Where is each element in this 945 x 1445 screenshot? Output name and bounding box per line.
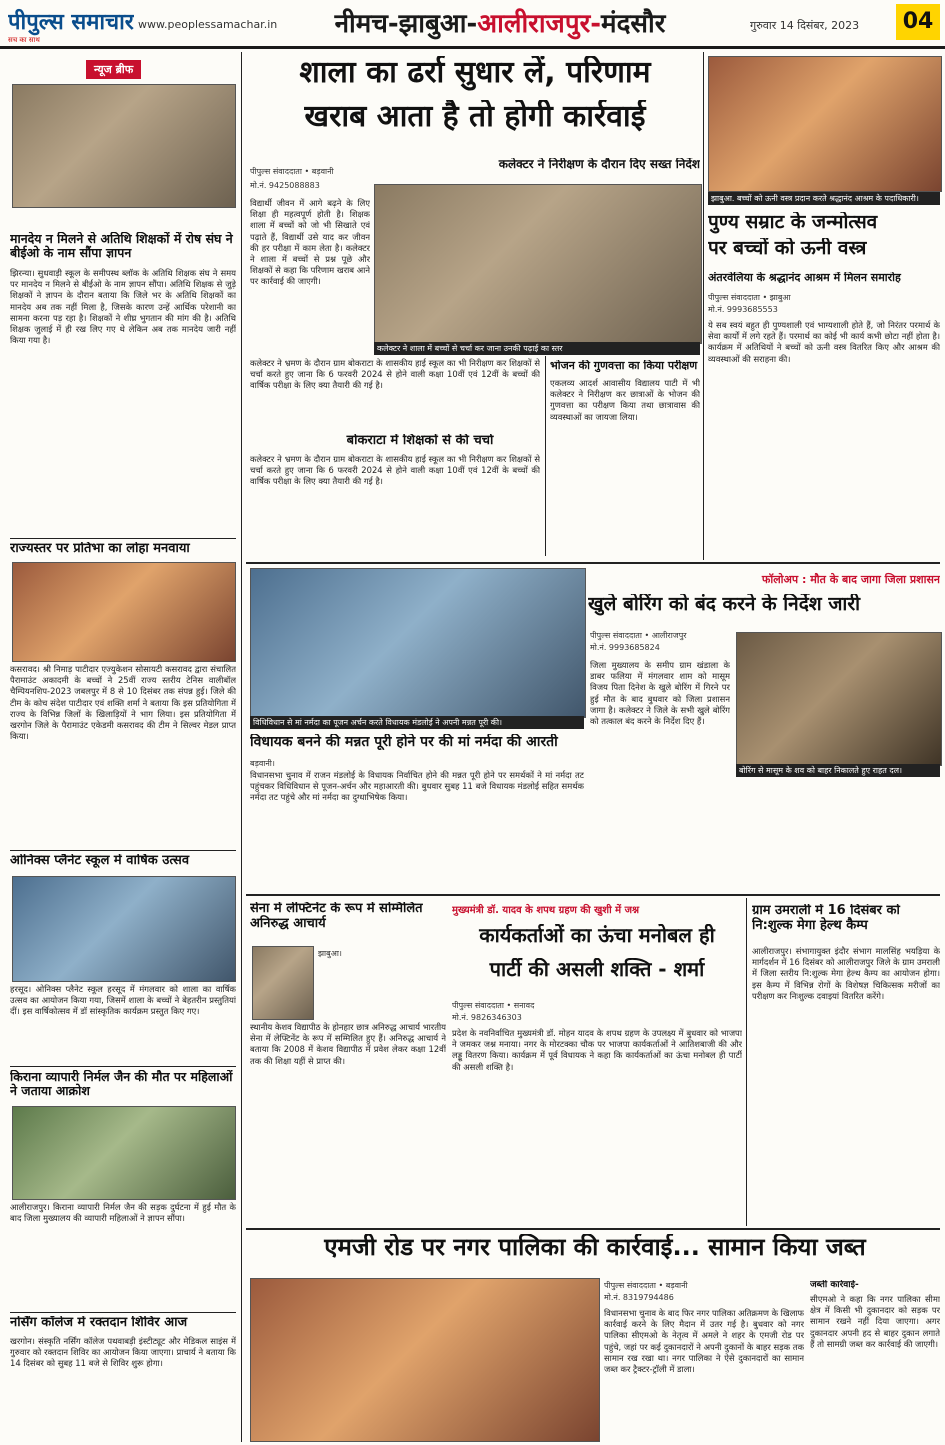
aarti-byline: बड़वानी।	[250, 759, 275, 768]
edition-date: गुरुवार 14 दिसंबर, 2023	[750, 19, 860, 32]
column-divider	[703, 52, 704, 560]
section-divider	[246, 1228, 940, 1230]
column-divider	[746, 898, 747, 1226]
aarti-headline: विधायक बनने की मन्नत पूरी होने पर की मां नर्मदा की आरती	[250, 734, 558, 750]
lead-body-col1: विद्यार्थी जीवन में आगे बढ़ने के लिए शिक्षा ही महत्वपूर्ण होती है। शिक्षक शाला में बच्चों को जो भी सिखाते एवं पढ़ाते हैं, विद्यार्थी उसे याद कर जीवन की हर परीक्षा में काम लेता है। कलेक्टर ने शाला में बच्चों से प्रश्न पूछे और शिक्षकों से कहा कि परिणाम खराब आने पर कार्रवाई की जाएगी।	[250, 198, 370, 287]
army-headline: सेना में लेफ्टिनेंट के रूप में सम्मिलित अनिरुद्ध आचार्य	[250, 902, 423, 931]
cm-byline: पीपुल्स संवाददाता • सनावद	[452, 1001, 535, 1010]
cm-body: प्रदेश के नवनिर्वाचित मुख्यमंत्री डॉ. मोहन यादव के शपथ ग्रहण के उपलक्ष्य में बुधवार को भाजपा ने जमकर जश्न मनाया। नगर के मोरटक्का चौक पर भाजपा कार्यकर्ताओं ने आतिशबाजी की और लड्डू वितरण किया। कार्यक्रम में पूर्व विधायक ने कहा कि कार्यकर्ताओं का ऊंचा मनोबल ही पार्टी की असली शक्ति है।	[452, 1028, 742, 1072]
right-subhead: अंतरवेलिया के श्रद्धानंद आश्रम में मिलन समारोह	[708, 272, 901, 284]
tennis-team-photo	[12, 562, 236, 662]
divider	[10, 850, 236, 851]
borewell-phone: मो.नं. 9993685824	[590, 643, 660, 652]
divider	[10, 538, 236, 539]
column-divider	[241, 52, 242, 1442]
lead-subheadline: बोकराटा में शिक्षकों से की चर्चा	[346, 434, 494, 448]
lead-photo-caption: कलेक्टर ने शाला में बच्चों से चर्चा कर जाना उनकी पढ़ाई का स्तर	[374, 342, 700, 355]
right-byline: पीपुल्स संवाददाता • झाबुआ	[708, 293, 791, 302]
borewell-photo-caption: बोरिंग से मासूम के शव को बाहर निकालते हुए राहत दल।	[736, 764, 940, 777]
lead-headline-line2: खराब आता है तो होगी कार्रवाई	[304, 100, 646, 134]
classroom-inspection-photo	[374, 184, 702, 344]
story-headline: नर्सिंग कॉलेज में रक्तदान शिविर आज	[10, 1316, 188, 1330]
aarti-photo-caption: विधिविधान से मां नर्मदा का पूजन अर्चन करते विधायक मंडलोई ने अपनी मन्नत पूरी की।	[250, 716, 584, 729]
story-body: झिरन्या। सुधवाड़ी स्कूल के समीपस्थ ब्लॉक के अतिथि शिक्षक संघ ने समय पर मानदेय न मिलने से बीईओ के नाम ज्ञापन सौंपा। अतिथि शिक्षक से जुड़े शिक्षकों ने ज्ञापन के दौरान बताया कि जिले भर के अतिथि शिक्षकों का मानदेय अब तक नहीं मिला है, जिसके कारण उन्हें आर्थिक परेशानी का सामना करना पड़ रहा है। शिक्षकों ने शीघ्र भुगतान की मांग की है। अतिथि शिक्षक जुलाई में ही रख लिए गए थे लेकिन अब तक मानदेय जारी नहीं किया गया है।	[10, 268, 236, 346]
story-headline: किराना व्यापारी निर्मल जैन की मौत पर महिलाओं ने जताया आक्रोश	[10, 1070, 233, 1099]
lead-byline: पीपुल्स संवाददाता • बड़वानी	[250, 167, 334, 176]
section-title-part2: आलीराजपुर-	[477, 9, 602, 39]
bottom-headline: एमजी रोड पर नगर पालिका की कार्रवाई... सामान किया जब्त	[324, 1234, 866, 1261]
bottom-phone: मो.नं. 8319794486	[604, 1293, 674, 1302]
right-headline-line1: पुण्य सम्राट के जन्मोत्सव	[708, 212, 878, 233]
seizure-subhead: जब्ती कार्रवाई-	[810, 1280, 859, 1290]
cm-kicker: मुख्यमंत्री डॉ. यादव के शपथ ग्रहण की खुशी में जश्न	[452, 905, 640, 916]
page-section-title	[300, 4, 700, 40]
narmada-aarti-photo	[250, 568, 586, 718]
story-body: हरसूद। ओनिक्स प्लैनेट स्कूल हरसूद में मंगलवार को शाला का वार्षिक उत्सव का आयोजन किया गया, जिसमें शाला के बच्चों ने बेहतरीन प्रस्तुतियां दीं। इस वार्षिकोत्सव में डॉ सांस्कृतिक कार्यक्रम प्रस्तुत किए गए।	[10, 984, 236, 1017]
aarti-body: विधानसभा चुनाव में राजन मंडलोई के विधायक निर्वाचित होने की मन्नत पूरी होने पर समर्थकों ने मां नर्मदा तट पहुंचकर विधिविधान से पूजन-अर्चन और महाआरती की। बुधवार सुबह 11 बजे विधायक मंडलोई सहित समर्थक नर्मदा तट पहुंचे और मां नर्मदा का दुग्धाभिषेक किया।	[250, 770, 584, 803]
page-number: 04	[896, 4, 940, 40]
masthead	[0, 0, 945, 49]
seizure-body: सीएमओ ने कहा कि नगर पालिका सीमा क्षेत्र में किसी भी दुकानदार को सड़क पर सामान रखने नहीं दिया जाएगा। अगर दुकानदार अपनी हद से बाहर दुकान लगाते हैं तो सामग्री जब्त कर कार्रवाई की जाएगी।	[810, 1294, 940, 1349]
section-divider	[246, 894, 940, 896]
story-headline: राज्यस्तर पर प्रतिभा का लोहा मनवाया	[10, 542, 190, 556]
army-body: स्थानीय केशव विद्यापीठ के होनहार छात्र अनिरुद्ध आचार्य भारतीय सेना में लेफ्टिनेंट के रूप में सम्मिलित हुए हैं। अनिरुद्ध आचार्य ने बताया कि 2008 में केशव विद्यापीठ में प्रवेश लेकर कक्षा 12वीं तक की शिक्षा यहीं से प्राप्त की।	[250, 1022, 446, 1066]
section-divider	[246, 562, 940, 564]
lead-phone: मो.नं. 9425088883	[250, 181, 320, 190]
mg-road-action-photo	[250, 1278, 600, 1442]
newspaper-logo	[8, 6, 134, 45]
logo-text: पीपुल्स समाचार	[8, 10, 134, 35]
cm-phone: मो.नं. 9826346303	[452, 1013, 522, 1022]
divider	[10, 1312, 236, 1313]
health-camp-headline: ग्राम उमराली में 16 दिसंबर को नि:शुल्क मेगा हेल्थ कैम्प	[752, 904, 900, 933]
logo-tagline: सच का साथ	[8, 36, 40, 44]
story-headline: ओनिक्स प्लैनेट स्कूल में वार्षिक उत्सव	[10, 854, 190, 868]
borewell-headline: खुले बोरिंग को बंद करने के निर्देश जारी	[588, 594, 861, 615]
bottom-byline: पीपुल्स संवाददाता • बड़वानी	[604, 1281, 688, 1290]
lieutenant-photo	[252, 946, 314, 1020]
health-camp-body: आलीराजपुर। संभागायुक्त इंदौर संभाग मालसिंह भयड़िया के मार्गदर्शन में 16 दिसंबर को आलीराजपुर जिले के ग्राम उमराली में जिला स्तरीय नि:शुल्क मेगा हेल्थ कैम्प का आयोजन होगा। इस कैम्प में विभिन्न रोगों के विशेषज्ञ चिकित्सक मरीजों का परीक्षण कर निःशुल्क दवाइयां वितरित करेंगे।	[752, 946, 940, 1001]
borewell-byline: पीपुल्स संवाददाता • आलीराजपुर	[590, 631, 687, 640]
right-headline-line2: पर बच्चों को ऊनी वस्त्र	[708, 238, 867, 259]
divider	[10, 1066, 236, 1067]
website-url[interactable]: www.peoplessamachar.in	[138, 18, 278, 31]
left-column	[6, 54, 238, 1439]
right-photo-caption: झाबुआ. बच्चों को ऊनी वस्त्र प्रदान करते श्रद्धानंद आश्रम के पदाधिकारी।	[708, 192, 940, 205]
army-byline: झाबुआ।	[318, 949, 342, 958]
section-title-part1: नीमच-झाबुआ-	[334, 9, 478, 39]
followup-kicker: फॉलोअप : मौत के बाद जागा जिला प्रशासन	[761, 573, 940, 586]
right-phone: मो.नं. 9993685553	[708, 305, 778, 314]
woolen-clothes-photo	[708, 56, 942, 192]
lead-body-col2: कलेक्टर ने भ्रमण के दौरान ग्राम बोकराटा के शासकीय हाई स्कूल का भी निरीक्षण कर शिक्षकों से चर्चा करते हुए जाना कि 6 फरवरी 2024 से होने वाली कक्षा 10वीं एवं 12वीं के बच्चों की वार्षिक परीक्षा के लिए क्या तैयारी की गई है।	[250, 358, 540, 391]
cm-headline-line1: कार्यकर्ताओं का ऊंचा मनोबल ही	[479, 924, 715, 947]
borewell-body: जिला मुख्यालय के समीप ग्राम खंडाला के डाबर फलिया में मंगलवार शाम को मासूम विजय पिता दिनेश के खुले बोरिंग में गिरने पर हुई मौत के बाद बुधवार को जिला प्रशासन जागा है। कलेक्टर ने जिले के सभी खुले बोरिंग को तत्काल बंद करने के निर्देश दिए हैं।	[590, 660, 730, 727]
bottom-body: विधानसभा चुनाव के बाद फिर नगर पालिका अतिक्रमण के खिलाफ कार्रवाई करने के लिए मैदान में उतर गई है। बुधवार को नगर पालिका सीएमओ के नेतृत्व में अमले ने शहर के एमजी रोड पर पहुंचे, जहां पर कई दुकानदारों ने अपनी दुकानों के बाहर सड़क तक सामान रख रखा था। नगर पालिका ने ऐसे दुकानदारों का सामान जब्त कर ट्रैक्टर-ट्रॉली में डाला।	[604, 1308, 804, 1375]
borewell-rescue-photo	[736, 632, 942, 766]
right-body: ये सब स्वयं बहुत ही पुण्यशाली एवं भाग्यशाली होते हैं, जो निरंतर परमार्थ के सेवा कार्यों में लगे रहते हैं। परमार्थ का कोई भी कार्य कभी छोटा नहीं होता है। कार्यक्रम में अतिथियों ने बच्चों को ऊनी वस्त्र वितरित किए और आश्रम की व्यवस्थाओं की सराहना की।	[708, 320, 940, 364]
lead-headline-line1: शाला का ढर्रा सुधार लें, परिणाम	[299, 56, 651, 90]
annual-function-photo	[12, 876, 236, 982]
story-body: कसरावद। श्री निमाड़ पाटीदार एज्युकेशन सोसायटी कसरावद द्वारा संचालित पैरामाउंट अकादमी के बच्चों ने 25वीं राज्य स्तरीय टेनिस वालीबॉल चैम्पियनशिप-2023 जबलपुर में 8 से 10 दिसंबर तक संपन्न हुई। जिले की टीम के कोच संदेश पाटीदार एवं शक्ति शर्मा ने बताया कि इस प्रतियोगिता में राज्य के विभिन्न जिलों के खिलाड़ियों ने भाग लिया। इस प्रतियोगिता में खरगोन जिले के पैरामाउंट एकेडमी कसरावद की टीम ने सिल्वर मेडल प्राप्त किया।	[10, 664, 236, 742]
food-quality-headline: भोजन की गुणवत्ता का किया परीक्षण	[550, 360, 698, 372]
column-divider	[545, 356, 546, 556]
story-body: खरगोन। संस्कृति नर्सिंग कॉलेज पथवाबड़ी इंस्टीट्यूट और मेडिकल साइंस में गुरुवार को रक्तदान शिविर का आयोजन किया जाएगा। प्राचार्य ने बताया कि 14 दिसंबर को सुबह 11 बजे से शिविर शुरू होगा।	[10, 1336, 236, 1369]
story-headline: मानदेय न मिलने से अतिथि शिक्षकों में रोष संघ ने बीईओ के नाम सौंपा ज्ञापन	[10, 232, 233, 261]
teachers-memorandum-photo	[12, 84, 236, 208]
story-body: आलीराजपुर। किराना व्यापारी निर्मल जैन की सड़क दुर्घटना में हुई मौत के बाद जिला मुख्यालय की व्यापारी महिलाओं ने ज्ञापन सौंपा।	[10, 1202, 236, 1224]
food-quality-body: एकलव्य आदर्श आवासीय विद्यालय पाटी में भी कलेक्टर ने निरीक्षण कर छात्राओं के भोजन की गुणवत्ता का परीक्षण किया तथा छात्रावास की व्यवस्थाओं का जायजा लिया।	[550, 378, 700, 422]
lead-subheadline-body: कलेक्टर ने भ्रमण के दौरान ग्राम बोकराटा के शासकीय हाई स्कूल का भी निरीक्षण कर शिक्षकों से चर्चा करते हुए जाना कि 6 फरवरी 2024 से होने वाली कक्षा 10वीं एवं 12वीं के बच्चों की वार्षिक परीक्षा के लिए क्या तैयारी की गई है।	[250, 454, 540, 487]
women-protest-photo	[12, 1106, 236, 1200]
section-title-part3: मंदसौर	[601, 9, 666, 39]
lead-subhead: कलेक्टर ने निरीक्षण के दौरान दिए सख्त निर्देश	[498, 158, 700, 171]
cm-headline-line2: पार्टी की असली शक्ति - शर्मा	[489, 958, 705, 981]
news-brief-label: न्यूज ब्रीफ	[86, 60, 141, 79]
